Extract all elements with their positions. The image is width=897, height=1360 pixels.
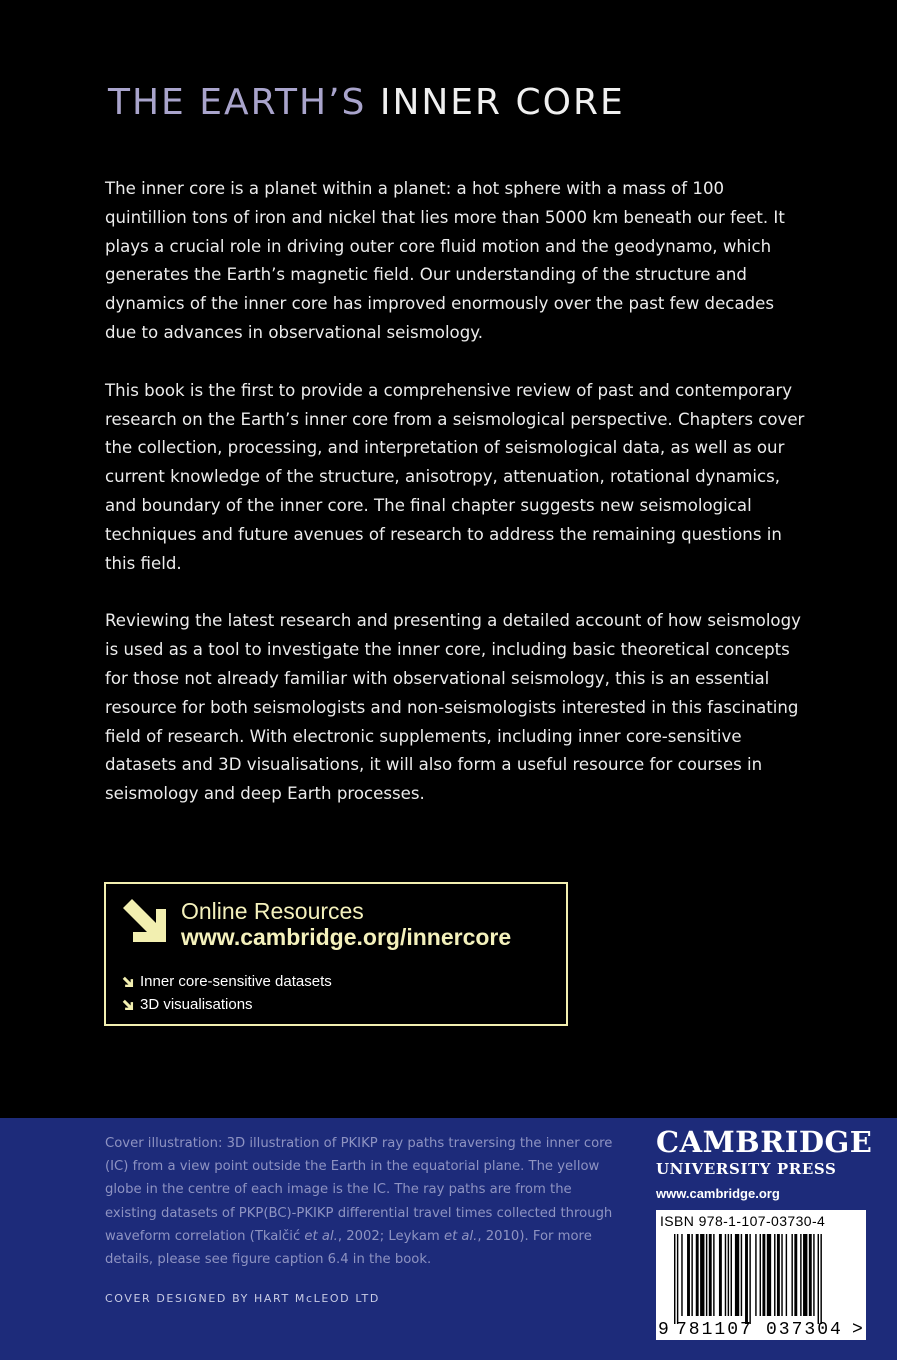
barcode-bar: [735, 1234, 739, 1316]
barcode-bar: [706, 1234, 707, 1316]
arrow-down-right-icon: [120, 896, 170, 946]
barcode-bar: [700, 1234, 704, 1316]
online-resources-heading: Online Resources: [181, 898, 364, 924]
publisher-url[interactable]: www.cambridge.org: [656, 1186, 780, 1201]
barcode-bar: [696, 1234, 699, 1316]
barcode-bar: [728, 1234, 729, 1316]
barcode-bar: [794, 1234, 797, 1316]
barcode-bar: [800, 1234, 801, 1316]
resource-item-label: 3D visualisations: [140, 996, 253, 1013]
barcode-graphic: [656, 1210, 866, 1340]
description-paragraph-2: This book is the first to provide a comprehensive review of past and contemporary research on the Earth’s inner core from a seismological perspective. Chapters cover the collection, processing, and interpretation of seismological data, as well as our current knowledge of the structure, anisotropy, attenuation, rotational dynamics, and boundary of the inner core. The final chapter suggests new seismological techniques and future avenues of research to address the remaining questions in this field.: [105, 380, 805, 573]
barcode-bar: [741, 1234, 742, 1316]
barcode-bar: [809, 1234, 812, 1316]
title-part-2: INNER CORE: [379, 82, 625, 123]
cover-designer-credit: COVER DESIGNED BY HART McLEOD LTD: [105, 1292, 380, 1305]
barcode-bar: [760, 1234, 761, 1316]
caption-text: , 2002; Leykam: [337, 1228, 444, 1244]
barcode-bar: [713, 1234, 714, 1316]
barcode-digits-right: 037304: [766, 1320, 843, 1340]
barcode-bar: [803, 1234, 807, 1316]
barcode-digit-first: 9: [658, 1320, 669, 1340]
book-title: [108, 82, 625, 123]
barcode-bar: [791, 1234, 792, 1316]
list-item: [122, 993, 332, 1016]
caption-text: , 2010). For more details, please see figure caption 6.4 in the book.: [105, 1228, 592, 1268]
barcode-bar: [745, 1234, 748, 1324]
barcode-bar: [731, 1234, 732, 1316]
barcode-bar: [755, 1234, 756, 1316]
barcode-bar: [749, 1234, 750, 1324]
list-item: [122, 970, 332, 993]
barcode-bar: [681, 1234, 682, 1316]
publisher-panel: [0, 1118, 897, 1360]
barcode-bar: [813, 1234, 814, 1316]
online-resources-list: [122, 970, 332, 1016]
barcode-bar: [820, 1234, 821, 1324]
barcode-quiet-mark: >: [852, 1320, 863, 1340]
description-paragraph-1: The inner core is a planet within a planet: a hot sphere with a mass of 100 quintillion tons of iron and nickel that lies more than 5000 km beneath our feet. It plays a crucial role in driving outer core fluid motion and the geodynamo, which generates the Earth’s magnetic field. Our understanding of the structure and dynamics of the inner core has improved enormously over the past few decades due to advances in observational seismology.: [105, 179, 785, 342]
barcode-bar: [674, 1234, 675, 1324]
barcode-bar: [781, 1234, 782, 1316]
barcode-bar: [725, 1234, 726, 1316]
barcode-bar: [777, 1234, 780, 1316]
caption-text: Cover illustration: 3D illustration of PKIKP ray paths traversing the inner core (IC) from a view point outside the Earth in the equatorial plane. The yellow globe in the centre of each image is the IC. The ray paths are from the existing datasets of PKP(BC)-PKIKP differential travel times collected through waveform correlation (Tkalčić: [105, 1136, 613, 1244]
caption-italic: et al.: [304, 1228, 338, 1244]
online-resources-url[interactable]: www.cambridge.org/innercore: [181, 924, 512, 950]
barcode-bar: [818, 1234, 819, 1324]
book-description: [105, 175, 810, 838]
arrow-down-right-icon: [122, 999, 134, 1011]
barcode-bar: [691, 1234, 692, 1316]
publisher-name: CAMBRIDGE: [656, 1125, 873, 1159]
caption-italic: et al.: [443, 1228, 478, 1244]
cover-caption: [105, 1132, 625, 1271]
barcode-bar: [762, 1234, 765, 1316]
barcode-digits-left: 781107: [676, 1320, 753, 1340]
isbn-barcode: [656, 1210, 866, 1340]
barcode-bar: [709, 1234, 712, 1316]
title-part-1: THE EARTH’S: [108, 82, 367, 123]
publisher-logo: [656, 1125, 873, 1201]
barcode-bar: [786, 1234, 787, 1316]
publisher-press: UNIVERSITY PRESS: [656, 1160, 837, 1178]
barcode-bar: [719, 1234, 722, 1316]
barcode-bars: [674, 1234, 822, 1324]
resource-item-label: Inner core-sensitive datasets: [140, 973, 332, 990]
arrow-down-right-icon: [122, 976, 134, 988]
barcode-bar: [774, 1234, 775, 1316]
online-resources-box: [104, 882, 568, 1026]
barcode-bar: [687, 1234, 690, 1316]
description-paragraph-3: Reviewing the latest research and presenting a detailed account of how seismology is used as a tool to investigate the inner core, including basic theoretical concepts for those not already familiar with observational seismology, this is an essential resource for both seismologists and non-seismologists interested in this fascinating field of research. With electronic supplements, including inner core-sensitive datasets and 3D visualisations, it will also form a useful resource for courses in seismology and deep Earth processes.: [105, 611, 801, 804]
isbn-label: ISBN 978-1-107-03730-4: [660, 1213, 826, 1229]
barcode-bar: [767, 1234, 771, 1316]
barcode-bar: [677, 1234, 678, 1324]
